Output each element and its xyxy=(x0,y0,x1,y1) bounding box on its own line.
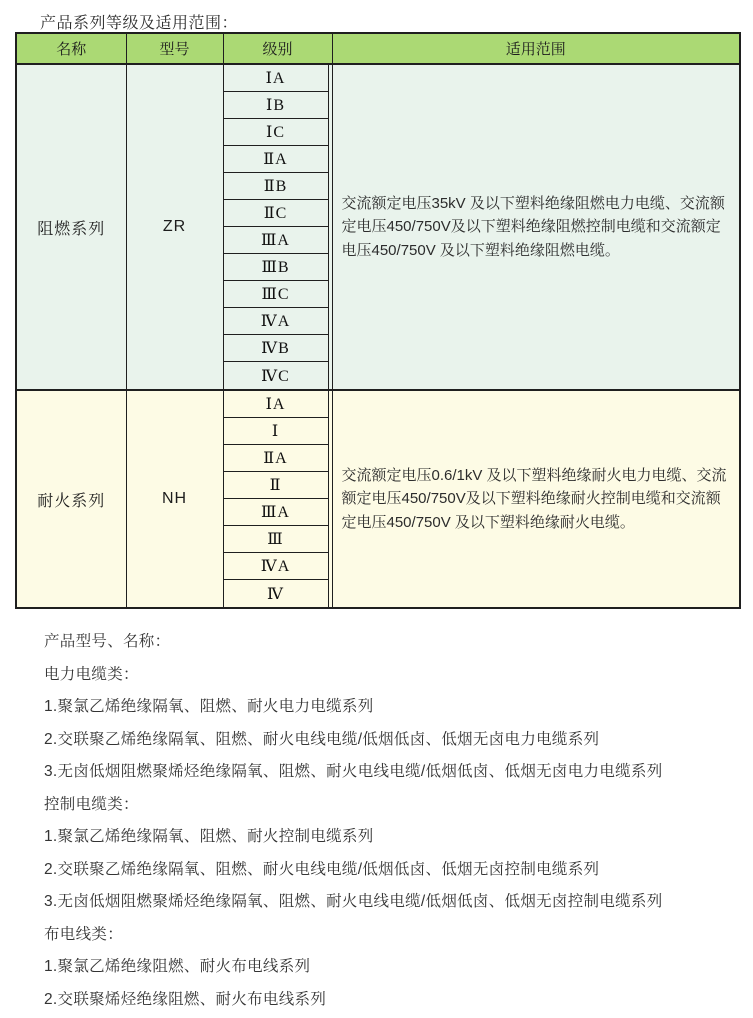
notes-heading: 产品型号、名称： xyxy=(44,633,171,651)
product-series-table xyxy=(15,32,741,609)
column-header-model: 型号 xyxy=(126,33,223,64)
series-scope: 交流额定电压0.6/1kV 及以下塑料绝缘耐火电力电缆、交流额定电压450/750V及以下塑料绝缘耐火控制电缆和交流额定电压450/750V 及以下塑料绝缘耐火电缆。 xyxy=(332,390,740,608)
series-name: 耐火系列 xyxy=(16,390,126,608)
grade-cell: ⅡB xyxy=(224,173,328,200)
table-header-row xyxy=(16,33,740,64)
grade-cell: ⅠA xyxy=(224,65,328,92)
grade-cell: ⅢA xyxy=(224,227,328,254)
grade-cell: ⅠB xyxy=(224,92,328,119)
grade-stack xyxy=(224,65,329,389)
column-header-name: 名称 xyxy=(16,33,126,64)
notes-group-label: 电力电缆类： xyxy=(44,665,139,683)
note-item: 2.交联聚乙烯绝缘隔氧、阻燃、耐火电线电缆/低烟低卤、低烟无卤电力电缆系列 xyxy=(44,730,600,748)
note-item: 1.聚氯乙烯绝缘阻燃、耐火布电线系列 xyxy=(44,958,311,976)
grade-cell: ⅠC xyxy=(224,119,328,146)
note-item: 1.聚氯乙烯绝缘隔氧、阻燃、耐火电力电缆系列 xyxy=(44,698,374,716)
note-item: 2.交联聚烯烃绝缘阻燃、耐火布电线系列 xyxy=(44,990,327,1008)
series-grades xyxy=(223,64,332,390)
grade-cell: Ⅱ xyxy=(224,472,328,499)
page-title: 产品系列等级及适用范围： xyxy=(40,15,239,32)
grade-cell: Ⅳ xyxy=(267,585,284,603)
notes-group-label: 布电线类： xyxy=(44,925,124,943)
column-header-scope: 适用范围 xyxy=(332,33,740,64)
series-model: NH xyxy=(126,390,223,608)
grade-cell: ⅡA xyxy=(224,146,328,173)
grade-cell: Ⅲ xyxy=(224,526,328,553)
table-row-zr-series xyxy=(16,64,740,390)
grade-cell: Ⅰ xyxy=(224,418,328,445)
column-header-grade: 级别 xyxy=(223,33,332,64)
grade-cell: ⅡA xyxy=(224,445,328,472)
note-item: 2.交联聚乙烯绝缘隔氧、阻燃、耐火电线电缆/低烟低卤、低烟无卤控制电缆系列 xyxy=(44,860,600,878)
note-item: 3.无卤低烟阻燃聚烯烃绝缘隔氧、阻燃、耐火电线电缆/低烟低卤、低烟无卤电力电缆系列 xyxy=(44,763,663,781)
grade-cell: ⅡC xyxy=(224,200,328,227)
grade-cell: ⅣC xyxy=(261,367,290,385)
series-scope: 交流额定电压35kV 及以下塑料绝缘阻燃电力电缆、交流额定电压450/750V及以下塑料绝缘阻燃控制电缆和交流额定电压450/750V 及以下塑料绝缘阻燃电缆。 xyxy=(332,64,740,390)
grade-cell: ⅠA xyxy=(224,391,328,418)
grade-stack xyxy=(224,391,329,607)
series-grades xyxy=(223,390,332,608)
note-item: 1.聚氯乙烯绝缘隔氧、阻燃、耐火控制电缆系列 xyxy=(44,828,374,846)
grade-cell: ⅢB xyxy=(224,254,328,281)
series-name: 阻燃系列 xyxy=(16,64,126,390)
table-row-nh-series xyxy=(16,390,740,608)
notes-group-label: 控制电缆类： xyxy=(44,795,139,813)
grade-cell: ⅢA xyxy=(224,499,328,526)
grade-cell: ⅣB xyxy=(224,335,328,362)
grade-cell: ⅣA xyxy=(224,553,328,580)
product-notes xyxy=(44,624,739,1014)
series-model: ZR xyxy=(126,64,223,390)
grade-cell: ⅣA xyxy=(224,308,328,335)
grade-cell: ⅢC xyxy=(224,281,328,308)
note-item: 3.无卤低烟阻燃聚烯烃绝缘隔氧、阻燃、耐火电线电缆/低烟低卤、低烟无卤控制电缆系列 xyxy=(44,893,663,911)
